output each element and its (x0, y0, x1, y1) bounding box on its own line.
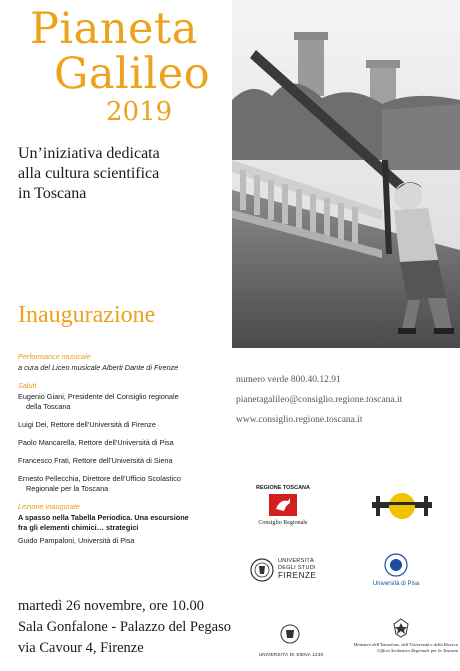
miur-text-1: Ministero dell’Istruzione, dell’Università e della Ricerca (353, 642, 458, 647)
saluti-item-line: Paolo Mancarella, Rettore dell’Università di Pisa (18, 438, 174, 447)
unisi-seal-icon (280, 622, 300, 646)
title-line-2: Galileo (54, 49, 211, 99)
pegasus-icon (268, 493, 298, 517)
phone-number: numero verde 800.40.12.91 (236, 375, 341, 385)
rt-logo-top-text: REGIONE TOSCANA (256, 485, 310, 491)
liceo-musicale-logo (372, 490, 432, 522)
contacts (236, 374, 402, 434)
title-line-1: Pianeta (30, 4, 198, 54)
event-details (18, 596, 231, 659)
saluti-item (18, 420, 233, 430)
lezione-label: Lezione inaugurale (18, 502, 80, 511)
performance-label: Performance musicale (18, 352, 91, 361)
saluti-item-line: Regionale per la Toscana (26, 484, 109, 493)
lezione-title-line-1: A spasso nella Tabella Periodica. Una escursione (18, 513, 189, 522)
section-heading: Inaugurazione (18, 302, 156, 328)
miur-text-2: Ufficio Scolastico Regionale per la Toscana (377, 648, 458, 653)
unisi-text: UNIVERSITÀ DI SIENA 1240 (258, 652, 324, 657)
unipi-text: Università di Pisa (372, 581, 420, 587)
lezione-block (18, 502, 233, 546)
unipi-seal-icon (384, 552, 408, 578)
event-title (30, 6, 210, 126)
saluti-item-line: della Toscana (26, 402, 71, 411)
unifi-seal-icon (250, 556, 274, 584)
intro-line-2: alla cultura scientifica (18, 165, 160, 182)
hero-photo (232, 0, 460, 348)
saluti-item (18, 438, 233, 448)
saluti-block (18, 381, 233, 494)
saluti-item (18, 456, 233, 466)
unisi-logo (256, 622, 326, 666)
email-link[interactable]: pianetagalileo@consiglio.regione.toscana.it (236, 395, 403, 405)
intro-line-1: Un’iniziativa dedicata (18, 145, 160, 162)
lezione-title-line-2: fra gli elementi chimici… strategici (18, 523, 139, 532)
miur-logo (340, 618, 458, 668)
event-datetime: martedì 26 novembre, ore 10.00 (18, 598, 205, 614)
saluti-item-line: Luigi Dei, Rettore dell’Università di Firenze (18, 420, 156, 429)
regione-toscana-logo (254, 485, 312, 526)
performance-text: a cura del Liceo musicale Alberti Dante di Firenze (18, 363, 179, 372)
saluti-item (18, 392, 233, 412)
saluti-item (18, 474, 233, 494)
saluti-item-line: Ernesto Pellecchia, Direttore dell’Ufficio Scolastico (18, 474, 181, 483)
lezione-speaker: Guido Pampaloni, Università di Pisa (18, 536, 135, 545)
event-address: via Cavour 4, Firenze (18, 640, 144, 656)
unifi-text-1: UNIVERSITÀ (278, 558, 315, 564)
title-year: 2019 (106, 97, 173, 127)
unipi-logo (368, 552, 424, 594)
intro-text (18, 144, 160, 204)
unifi-text-3: FIRENZE (278, 571, 317, 580)
saluti-item-line: Eugenio Giani, Presidente del Consiglio regionale (18, 392, 179, 401)
website-link[interactable]: www.consiglio.regione.toscana.it (236, 415, 363, 425)
program (18, 352, 233, 546)
intro-line-3: in Toscana (18, 185, 87, 202)
rt-logo-bottom-text: Consiglio Regionale (258, 520, 308, 526)
event-place: Sala Gonfalone - Palazzo del Pegaso (18, 619, 231, 635)
unifi-text-2: DEGLI STUDI (278, 564, 316, 571)
saluti-item-line: Francesco Frati, Rettore dell’Università di Siena (18, 456, 173, 465)
unifi-logo (250, 556, 330, 586)
saluti-label: Saluti (18, 381, 37, 390)
italian-emblem-icon (392, 618, 410, 638)
performance-block (18, 352, 233, 373)
